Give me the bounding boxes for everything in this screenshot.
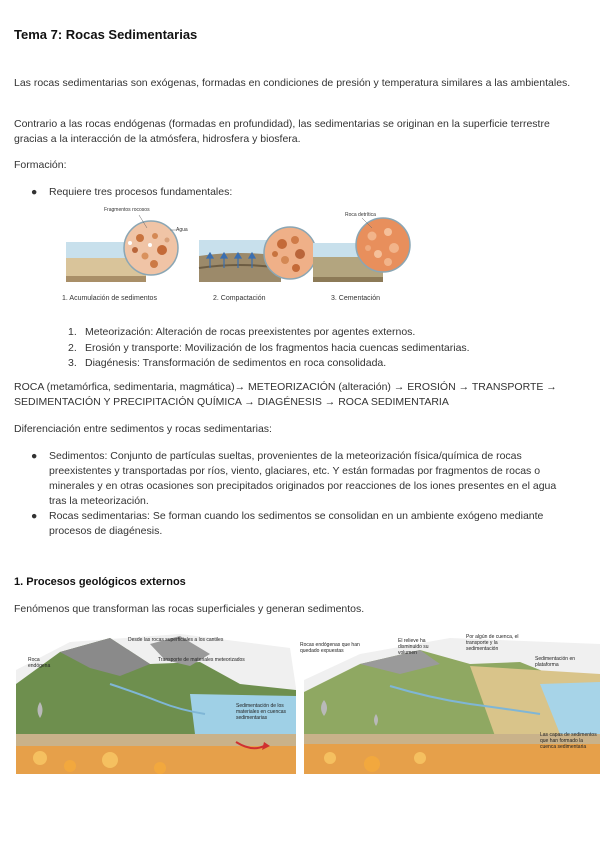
landscape-label: Transporte de materiales meteorizados: [158, 657, 245, 663]
rocas-bullet: ● Rocas sedimentarias: Se forman cuando los sedimentos se consolidan en un ambiente exógeno mediante procesos de diagénesis.: [31, 510, 544, 537]
list-item: 3. Diagénesis: Transformación de sedimentos en roca consolidada.: [68, 357, 387, 369]
intro-paragraph-1: Las rocas sedimentarias son exógenas, formadas en condiciones de presión y temperatura similares a las ambientales.: [14, 77, 571, 89]
intro-paragraph-2: Contrario a las rocas endógenas (formadas en profundidad), las sedimentarias se originan en la superficie terrestre gracias a la interacción de la atmósfera, hidrosfera y biosfera.: [14, 118, 550, 145]
diferenciacion-label: Diferenciación entre sedimentos y rocas sedimentarias:: [14, 423, 272, 435]
section-text: Fenómenos que transforman las rocas superficiales y generan sedimentos.: [14, 603, 365, 615]
formacion-label: Formación:: [14, 159, 67, 171]
landscape-label: Sedimentación en plataforma: [535, 656, 576, 668]
landscape-label: El relieve ha disminuido su volumen: [398, 638, 429, 656]
list-item: 2. Erosión y transporte: Movilización de los fragmentos hacia cuencas sedimentarias.: [68, 341, 470, 354]
label-fragmentos: Fragmentos rocosos: [104, 207, 150, 213]
bullet-dot: ●: [31, 186, 38, 198]
caption-acumulacion: 1. Acumulación de sedimentos: [62, 295, 157, 302]
steps-list: [68, 325, 470, 372]
formation-diagram-illustration: [0, 0, 600, 320]
landscape-label: Desde las rocas superficiales a los cantiles: [128, 637, 224, 643]
rock-cycle: ROCA (metamórfica, sedimentaria, magmática)→ METEORIZACIÓN (alteración) → EROSIÓN → TRANSPORTE → SEDIMENTACIÓN Y PRECIPITACIÓN QUÍMICA → DIAGÉNESIS → ROCA SEDIMENTARIA: [14, 381, 557, 408]
landscape-label: Rocas endógenas que han quedado expuestas: [300, 642, 360, 654]
list-item: 1. Meteorización: Alteración de rocas preexistentes por agentes externos.: [68, 326, 416, 338]
sedimentos-bullet: ● Sedimentos: Conjunto de partículas sueltas, provenientes de la meteorización física/química de rocas preexistentes y transportadas por ríos, viento, glaciares, etc. Y están formadas por fragmentos de rocas o minerales y en otras ocasiones son precipitados originados por reacciones de los iones presentes en el agua tras la meteorización.: [31, 450, 557, 507]
landscape-label: Por algún de cuenca, el transporte y la sedimentación: [466, 634, 519, 652]
section-heading: 1. Procesos geológicos externos: [14, 576, 186, 588]
formacion-bullet: ● Requiere tres procesos fundamentales:: [31, 186, 233, 198]
label-roca: Roca detrítica: [345, 212, 376, 218]
page-title: Tema 7: Rocas Sedimentarias: [14, 27, 198, 42]
caption-cementacion: 3. Cementación: [331, 295, 381, 302]
caption-compactacion: 2. Compactación: [213, 295, 266, 302]
landscape-label: Roca endógena: [28, 657, 51, 669]
landscape-label: Las capas de sedimentos que han formado la cuenca sedimentaria: [540, 732, 597, 750]
label-agua: Agua: [176, 227, 188, 233]
landscape-label: Sedimentación de los materiales en cuencas sedimentarias: [236, 703, 287, 721]
